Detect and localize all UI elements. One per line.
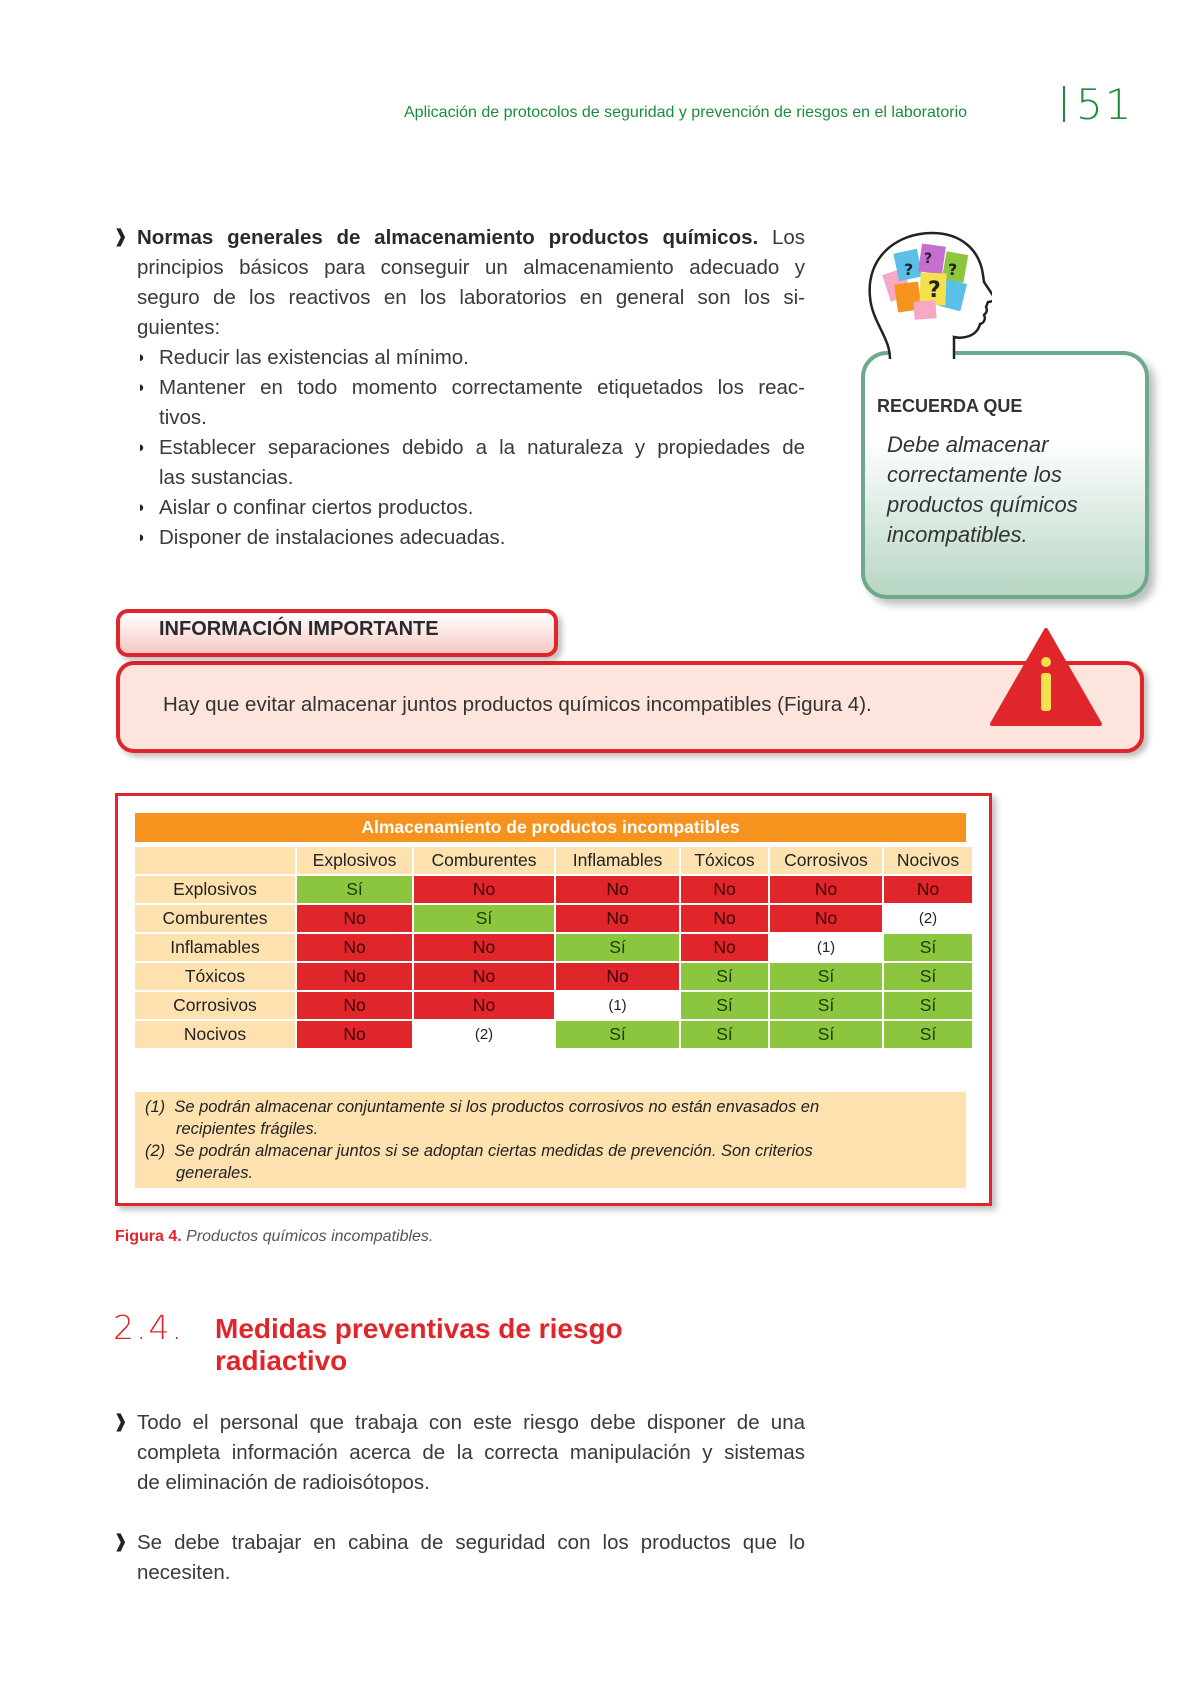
list-item bbox=[137, 493, 805, 523]
table-cell: No bbox=[414, 934, 554, 961]
list-item-text: las sustancias. bbox=[159, 466, 294, 489]
table-cell: No bbox=[414, 876, 554, 903]
table-cell: No bbox=[556, 876, 679, 903]
note-text: Se podrán almacenar juntos si se adoptan ciertas medidas de prevención. Son criterios bbox=[174, 1142, 813, 1160]
recuerda-text bbox=[887, 430, 1127, 550]
list-item-text: Aislar o confinar ciertos productos. bbox=[159, 496, 474, 519]
running-title: Aplicación de protocolos de seguridad y prevención de riesgos en el laboratorio bbox=[404, 104, 968, 121]
table-row bbox=[135, 992, 972, 1019]
storage-norms-intro bbox=[137, 223, 805, 343]
table-cell: Sí bbox=[770, 1021, 882, 1048]
bullet-marker: ◗ bbox=[137, 439, 147, 456]
table-cell: No bbox=[681, 934, 768, 961]
recuerda-line: productos químicos bbox=[887, 492, 1078, 517]
list-item-text: Reducir las existencias al mínimo. bbox=[159, 346, 469, 369]
bullet-marker: ◗ bbox=[137, 529, 147, 546]
svg-text:?: ? bbox=[928, 278, 941, 303]
row-header: Nocivos bbox=[135, 1021, 295, 1048]
bullet-marker: ❱ bbox=[113, 1411, 129, 1431]
list-item bbox=[137, 523, 805, 553]
table-cell: Sí bbox=[681, 963, 768, 990]
table-cell: No bbox=[297, 905, 412, 932]
table-row bbox=[135, 876, 972, 903]
bullet-marker: ❱ bbox=[113, 226, 129, 246]
intro-line: seguro de los reactivos en los laboratorios en general son los si- bbox=[137, 286, 805, 309]
page-number: 51 bbox=[1076, 80, 1134, 129]
table-cell: No bbox=[297, 1021, 412, 1048]
recuerda-line: Debe almacenar bbox=[887, 432, 1049, 457]
list-item-text: Disponer de instalaciones adecuadas. bbox=[159, 526, 506, 549]
table-cell: No bbox=[297, 963, 412, 990]
recuerda-title: RECUERDA QUE bbox=[877, 396, 1023, 416]
paragraph-line: de eliminación de radioisótopos. bbox=[137, 1471, 430, 1494]
table-cell: No bbox=[414, 992, 554, 1019]
note-mark: (2) bbox=[145, 1142, 166, 1160]
table-cell: Sí bbox=[681, 1021, 768, 1048]
paragraph-line: Todo el personal que trabaja con este riesgo debe disponer de una bbox=[137, 1411, 805, 1434]
paragraph-line: necesiten. bbox=[137, 1561, 231, 1584]
table-cell: (1) bbox=[770, 934, 882, 961]
warning-triangle-icon bbox=[990, 628, 1102, 728]
table-cell: No bbox=[770, 876, 882, 903]
table-corner bbox=[135, 847, 295, 874]
svg-text:?: ? bbox=[904, 260, 914, 279]
section-title bbox=[215, 1313, 735, 1377]
svg-text:?: ? bbox=[924, 251, 933, 267]
section-title-line: Medidas preventivas de riesgo bbox=[215, 1313, 623, 1344]
table-cell: (2) bbox=[414, 1021, 554, 1048]
table-cell: Sí bbox=[556, 1021, 679, 1048]
list-item bbox=[137, 343, 805, 373]
table-cell: No bbox=[297, 992, 412, 1019]
intro-line: guientes: bbox=[137, 316, 221, 339]
column-header: Tóxicos bbox=[681, 847, 768, 874]
table-cell: No bbox=[556, 963, 679, 990]
table-cell: No bbox=[770, 905, 882, 932]
bullet-marker: ◗ bbox=[137, 499, 147, 516]
table-cell: Sí bbox=[770, 963, 882, 990]
table-cell: Sí bbox=[770, 992, 882, 1019]
table-cell: Sí bbox=[556, 934, 679, 961]
bullet-marker: ◗ bbox=[137, 379, 147, 396]
intro-line: principios básicos para conseguir un almacenamiento adecuado y bbox=[137, 256, 805, 279]
row-header: Comburentes bbox=[135, 905, 295, 932]
table-row bbox=[135, 934, 972, 961]
bullet-marker: ◗ bbox=[137, 349, 147, 366]
column-header: Nocivos bbox=[884, 847, 972, 874]
row-header: Corrosivos bbox=[135, 992, 295, 1019]
header-divider bbox=[1063, 86, 1065, 122]
section-number: 2.4. bbox=[113, 1308, 184, 1347]
row-header: Inflamables bbox=[135, 934, 295, 961]
list-item-text: tivos. bbox=[159, 406, 207, 429]
table-cell: Sí bbox=[884, 992, 972, 1019]
table-row bbox=[135, 905, 972, 932]
incompatibility-table bbox=[133, 845, 974, 1050]
table-cell: Sí bbox=[681, 992, 768, 1019]
storage-norms-list bbox=[137, 343, 805, 553]
section-title-line: radiactivo bbox=[215, 1345, 348, 1376]
paragraph-line: completa información acerca de la correcta manipulación y sistemas bbox=[137, 1441, 805, 1464]
list-item-text: Establecer separaciones debido a la naturaleza y propiedades de bbox=[159, 436, 805, 459]
row-header: Explosivos bbox=[135, 876, 295, 903]
column-header: Inflamables bbox=[556, 847, 679, 874]
list-item bbox=[137, 433, 805, 493]
table-cell: Sí bbox=[414, 905, 554, 932]
svg-text:?: ? bbox=[948, 260, 958, 279]
note-text: recipientes frágiles. bbox=[176, 1120, 319, 1138]
table-cell: No bbox=[556, 905, 679, 932]
list-item bbox=[137, 373, 805, 433]
table-cell: Sí bbox=[884, 1021, 972, 1048]
figure-caption bbox=[115, 1228, 433, 1246]
table-note bbox=[145, 1140, 976, 1184]
table-cell: No bbox=[414, 963, 554, 990]
info-importante-text: Hay que evitar almacenar juntos productos químicos incompatibles (Figura 4). bbox=[163, 693, 872, 716]
column-header: Comburentes bbox=[414, 847, 554, 874]
row-header: Tóxicos bbox=[135, 963, 295, 990]
note-mark: (1) bbox=[145, 1098, 166, 1116]
recuerda-line: incompatibles. bbox=[887, 522, 1028, 547]
table-cell: No bbox=[297, 934, 412, 961]
table-cell: Sí bbox=[297, 876, 412, 903]
list-item-text: Mantener en todo momento correctamente etiquetados los reac- bbox=[159, 376, 805, 399]
section-paragraph bbox=[137, 1528, 805, 1588]
intro-line: Los bbox=[758, 226, 805, 249]
table-cell: No bbox=[681, 876, 768, 903]
table-cell: Sí bbox=[884, 934, 972, 961]
section-paragraph bbox=[137, 1408, 805, 1498]
info-importante-label: INFORMACIÓN IMPORTANTE bbox=[159, 618, 439, 640]
table-title: Almacenamiento de productos incompatibles bbox=[135, 813, 966, 842]
figure-caption-text: Productos químicos incompatibles. bbox=[186, 1228, 434, 1245]
table-cell: Sí bbox=[884, 963, 972, 990]
column-header: Explosivos bbox=[297, 847, 412, 874]
storage-norms-heading: Normas generales de almacenamiento productos químicos. bbox=[137, 226, 759, 249]
figure-label: Figura 4. bbox=[115, 1228, 182, 1245]
table-cell: No bbox=[884, 876, 972, 903]
paragraph-line: Se debe trabajar en cabina de seguridad con los productos que lo bbox=[137, 1531, 805, 1554]
column-header: Corrosivos bbox=[770, 847, 882, 874]
recuerda-line: correctamente los bbox=[887, 462, 1062, 487]
note-text: generales. bbox=[176, 1164, 254, 1182]
thinking-head-icon bbox=[862, 227, 992, 377]
note-text: Se podrán almacenar conjuntamente si los productos corrosivos no están envasados en bbox=[174, 1098, 820, 1116]
table-cell: (1) bbox=[556, 992, 679, 1019]
table-header-row bbox=[135, 847, 972, 874]
table-cell: (2) bbox=[884, 905, 972, 932]
table-row bbox=[135, 963, 972, 990]
table-row bbox=[135, 1021, 972, 1048]
table-cell: No bbox=[681, 905, 768, 932]
bullet-marker: ❱ bbox=[113, 1531, 129, 1551]
table-note bbox=[145, 1096, 976, 1140]
